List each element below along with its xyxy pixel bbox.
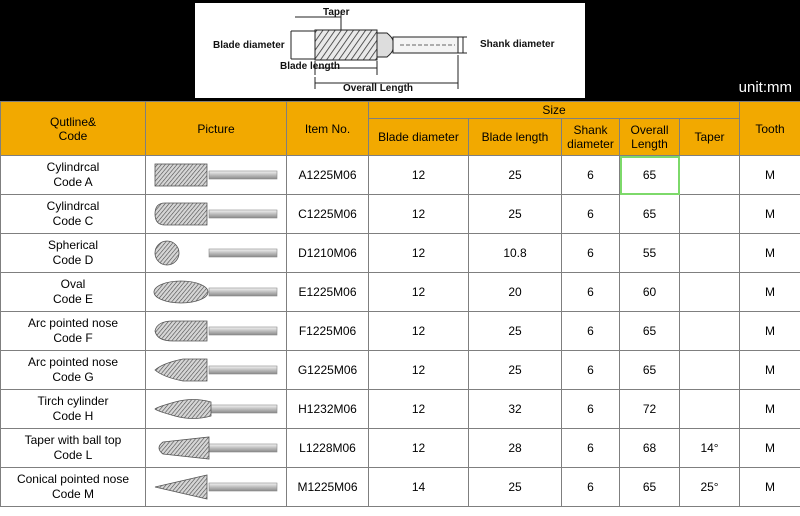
shank-diameter: 6 xyxy=(587,441,594,455)
blade-length: 25 xyxy=(508,168,522,182)
blade-diameter-cell xyxy=(369,429,469,468)
taper-cell xyxy=(680,312,740,351)
blade-diameter-cell xyxy=(369,390,469,429)
outline-name: Oval xyxy=(60,277,86,291)
taper: 25° xyxy=(700,480,719,494)
header-size: Size xyxy=(369,102,740,119)
tooth: M xyxy=(765,246,776,260)
blade-length: 25 xyxy=(508,324,522,338)
top-band xyxy=(0,0,800,101)
item-no-cell xyxy=(287,195,369,234)
blade-length-cell xyxy=(469,390,562,429)
outline-code: Code L xyxy=(53,448,93,462)
blade-length: 25 xyxy=(508,207,522,221)
burr-cylinder-round-icon xyxy=(146,199,286,229)
label-overall-length: Overall Length xyxy=(343,83,414,94)
tooth-cell xyxy=(740,312,800,351)
item-no: F1225M06 xyxy=(298,324,357,338)
blade-diameter-cell xyxy=(369,273,469,312)
overall-length: 72 xyxy=(642,402,657,416)
overall-length: 65 xyxy=(642,207,657,221)
overall-length-cell xyxy=(620,351,680,390)
shank-diameter-cell xyxy=(562,468,620,507)
shank-diameter: 6 xyxy=(587,480,594,494)
tooth: M xyxy=(765,480,776,494)
blade-diameter-cell xyxy=(369,156,469,195)
overall-length-cell xyxy=(620,195,680,234)
blade-diameter: 12 xyxy=(411,402,426,416)
item-no-cell xyxy=(287,351,369,390)
blade-diameter-cell xyxy=(369,351,469,390)
taper-cell xyxy=(680,468,740,507)
outline-name: Conical pointed nose xyxy=(16,472,130,486)
shank-diameter: 6 xyxy=(587,285,594,299)
shank-diameter: 6 xyxy=(587,363,594,377)
outline-cell xyxy=(1,234,146,273)
item-no: A1225M06 xyxy=(298,168,357,182)
blade-diameter: 12 xyxy=(411,285,426,299)
blade-length: 32 xyxy=(508,402,522,416)
item-no-cell xyxy=(287,156,369,195)
blade-length-cell xyxy=(469,468,562,507)
outline-code: Code H xyxy=(52,409,94,423)
blade-length-cell xyxy=(469,429,562,468)
tooth-cell xyxy=(740,468,800,507)
picture-cell xyxy=(146,429,287,468)
taper-cell xyxy=(680,390,740,429)
blade-diameter: 12 xyxy=(411,168,426,182)
shank-diameter-cell xyxy=(562,351,620,390)
shank-diameter-cell xyxy=(562,312,620,351)
picture-cell xyxy=(146,468,287,507)
item-no: C1225M06 xyxy=(298,207,357,221)
header-shank-diameter: Shank diameter xyxy=(562,119,620,156)
overall-length: 65 xyxy=(642,480,657,494)
blade-length: 10.8 xyxy=(503,246,527,260)
blade-diameter: 12 xyxy=(411,207,426,221)
picture-cell xyxy=(146,312,287,351)
label-blade-diameter: Blade diameter xyxy=(213,40,285,51)
shank-diameter: 6 xyxy=(587,402,594,416)
diagram-blade xyxy=(315,30,377,60)
shank-diameter: 6 xyxy=(587,246,594,260)
header-outline: Qutline& Code xyxy=(1,102,146,156)
overall-length: 55 xyxy=(642,246,657,260)
header-blade-length: Blade length xyxy=(469,119,562,156)
overall-length-cell xyxy=(620,468,680,507)
tooth-cell xyxy=(740,195,800,234)
tooth-cell xyxy=(740,156,800,195)
taper-cell xyxy=(680,429,740,468)
shank-diameter-cell xyxy=(562,390,620,429)
taper-cell xyxy=(680,351,740,390)
blade-diameter-cell xyxy=(369,312,469,351)
outline-name: Taper with ball top xyxy=(24,433,122,447)
picture-cell xyxy=(146,390,287,429)
label-shank-diameter: Shank diameter xyxy=(480,39,555,50)
header-picture: Picture xyxy=(146,102,287,156)
header-blade-diameter: Blade diameter xyxy=(369,119,469,156)
blade-length-cell xyxy=(469,234,562,273)
blade-length-cell xyxy=(469,195,562,234)
spec-table xyxy=(0,101,800,507)
shank-diameter-cell xyxy=(562,195,620,234)
outline-name: Tirch cylinder xyxy=(37,394,109,408)
label-blade-length: Blade length xyxy=(280,61,341,72)
overall-length: 65 xyxy=(642,324,657,338)
blade-diameter: 12 xyxy=(411,246,426,260)
blade-length-cell xyxy=(469,273,562,312)
shank-diameter: 6 xyxy=(587,168,594,182)
outline-cell xyxy=(1,273,146,312)
taper-cell xyxy=(680,156,740,195)
taper-cell xyxy=(680,234,740,273)
shank-diameter: 6 xyxy=(587,207,594,221)
outline-code: Code C xyxy=(52,214,94,228)
tooth-cell xyxy=(740,234,800,273)
blade-diameter-cell xyxy=(369,468,469,507)
blade-length: 20 xyxy=(508,285,522,299)
item-no: D1210M06 xyxy=(298,246,357,260)
overall-length-cell xyxy=(620,234,680,273)
header-item-no: Item No. xyxy=(287,102,369,156)
outline-cell xyxy=(1,429,146,468)
outline-code: Code E xyxy=(52,292,94,306)
outline-code: Code A xyxy=(53,175,93,189)
item-no-cell xyxy=(287,234,369,273)
table-row xyxy=(1,156,800,195)
blade-length-cell xyxy=(469,156,562,195)
blade-length-cell xyxy=(469,312,562,351)
table-row xyxy=(1,390,800,429)
overall-length-cell xyxy=(620,312,680,351)
dimension-diagram xyxy=(195,3,585,98)
outline-code: Code G xyxy=(52,370,94,384)
outline-cell xyxy=(1,390,146,429)
blade-diameter-cell xyxy=(369,195,469,234)
blade-length: 25 xyxy=(508,480,522,494)
picture-cell xyxy=(146,234,287,273)
picture-cell xyxy=(146,351,287,390)
header-taper: Taper xyxy=(680,119,740,156)
burr-arc-point-icon xyxy=(146,355,286,385)
item-no: E1225M06 xyxy=(298,285,357,299)
item-no-cell xyxy=(287,390,369,429)
shank-diameter-cell xyxy=(562,234,620,273)
blade-diameter-cell xyxy=(369,234,469,273)
burr-ball-icon xyxy=(146,238,286,268)
table-row xyxy=(1,312,800,351)
overall-length: 65 xyxy=(642,363,657,377)
item-no-cell xyxy=(287,273,369,312)
header-overall-length: Overall Length xyxy=(620,119,680,156)
item-no: G1225M06 xyxy=(297,363,358,377)
overall-length-cell xyxy=(620,156,680,195)
burr-cone-icon xyxy=(146,472,286,502)
item-no: H1232M06 xyxy=(298,402,357,416)
outline-cell xyxy=(1,156,146,195)
tooth-cell xyxy=(740,351,800,390)
outline-cell xyxy=(1,195,146,234)
overall-length: 65 xyxy=(642,168,657,182)
tooth-cell xyxy=(740,273,800,312)
blade-diameter: 12 xyxy=(411,324,426,338)
outline-name: Arc pointed nose xyxy=(27,316,119,330)
overall-length: 60 xyxy=(642,285,657,299)
burr-cylinder-icon xyxy=(146,160,286,190)
blade-length: 28 xyxy=(508,441,522,455)
picture-cell xyxy=(146,156,287,195)
overall-length-cell xyxy=(620,429,680,468)
shank-diameter-cell xyxy=(562,429,620,468)
item-no-cell xyxy=(287,312,369,351)
picture-cell xyxy=(146,273,287,312)
table-row xyxy=(1,351,800,390)
outline-name: Arc pointed nose xyxy=(27,355,119,369)
taper-cell xyxy=(680,195,740,234)
tooth: M xyxy=(765,402,776,416)
item-no-cell xyxy=(287,468,369,507)
shank-diameter-cell xyxy=(562,273,620,312)
overall-length-cell xyxy=(620,390,680,429)
outline-code: Code F xyxy=(53,331,93,345)
picture-cell xyxy=(146,195,287,234)
overall-length: 68 xyxy=(642,441,657,455)
outline-code: Code M xyxy=(51,487,95,501)
table-row xyxy=(1,195,800,234)
outline-name: Cylindrcal xyxy=(46,199,100,213)
blade-length-cell xyxy=(469,351,562,390)
blade-diameter: 12 xyxy=(411,441,426,455)
taper-cell xyxy=(680,273,740,312)
burr-oval-icon xyxy=(146,277,286,307)
label-taper: Taper xyxy=(323,7,350,18)
tooth-cell xyxy=(740,390,800,429)
shank-diameter: 6 xyxy=(587,324,594,338)
table-row xyxy=(1,273,800,312)
burr-arc-round-icon xyxy=(146,316,286,346)
outline-name: Spherical xyxy=(47,238,99,252)
outline-cell xyxy=(1,468,146,507)
tooth-cell xyxy=(740,429,800,468)
blade-diameter: 14 xyxy=(411,480,426,494)
outline-name: Cylindrcal xyxy=(46,160,100,174)
table-row xyxy=(1,468,800,507)
shank-diameter-cell xyxy=(562,156,620,195)
tooth: M xyxy=(765,168,776,182)
tooth: M xyxy=(765,441,776,455)
header-tooth: Tooth xyxy=(740,102,800,156)
outline-cell xyxy=(1,351,146,390)
taper: 14° xyxy=(700,441,719,455)
item-no: M1225M06 xyxy=(297,480,358,494)
overall-length-cell xyxy=(620,273,680,312)
table-row xyxy=(1,234,800,273)
item-no-cell xyxy=(287,429,369,468)
tooth: M xyxy=(765,324,776,338)
burr-flame-icon xyxy=(146,394,286,424)
burr-taper-ball-icon xyxy=(146,433,286,463)
outline-code: Code D xyxy=(52,253,94,267)
item-no: L1228M06 xyxy=(299,441,356,455)
table-row xyxy=(1,429,800,468)
tooth: M xyxy=(765,363,776,377)
tooth: M xyxy=(765,207,776,221)
unit-label: unit:mm xyxy=(738,79,792,96)
blade-length: 25 xyxy=(508,363,522,377)
blade-diameter: 12 xyxy=(411,363,426,377)
outline-cell xyxy=(1,312,146,351)
tooth: M xyxy=(765,285,776,299)
